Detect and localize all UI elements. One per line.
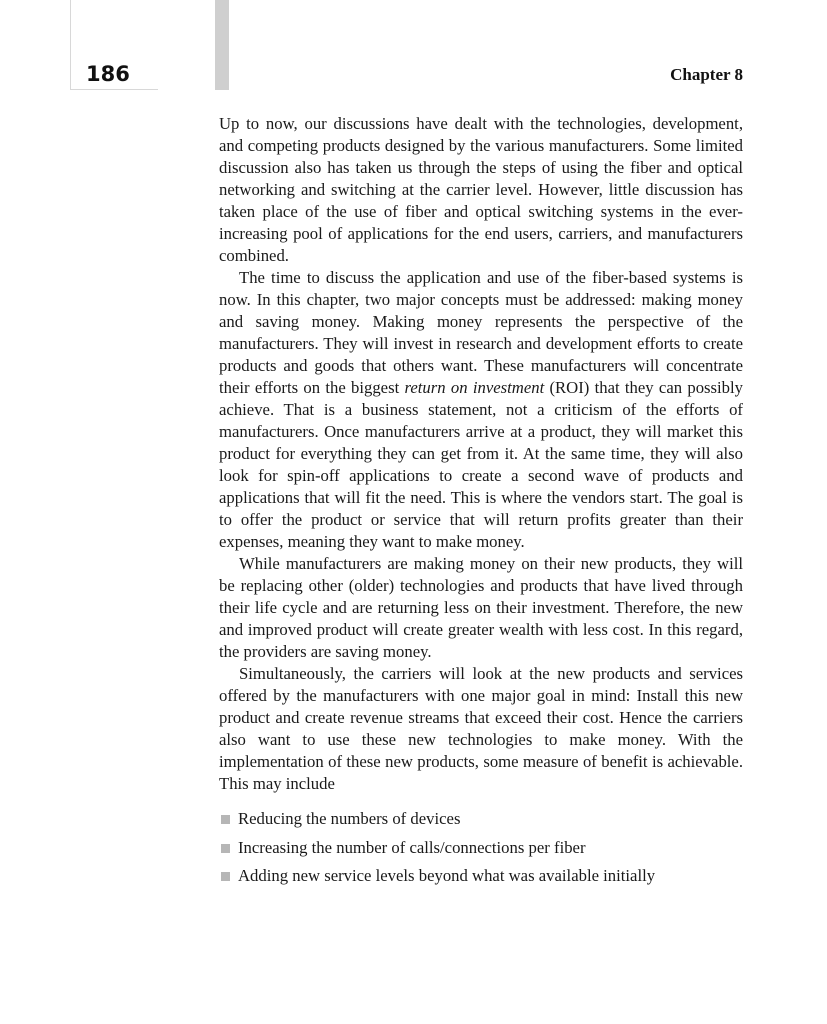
paragraph-2-text-end: (ROI) that they can possibly achieve. That is a business statement, not a criticism of the efforts of manufacturers. Once manufacturers arrive at a product, they will market this product for everything they can get from it. At the same time, they will also look for spin-off applications to create a second wave of products and applications that will fit the need. This is where the vendors start. The goal is to offer the product or service that will return profits greater than their expenses, meaning they want to make money. xyxy=(219,378,743,551)
paragraph-3-text: While manufacturers are making money on their new products, they will be replacing other (older) technologies and products that have lived through their life cycle and are returning less on their investment. Therefore, the new and improved product will create greater wealth with less cost. In this regard, the providers are saving money. xyxy=(219,554,743,661)
paragraph-1 xyxy=(219,113,743,267)
list-item-text: Adding new service levels beyond what was available initially xyxy=(238,866,656,885)
paragraph-2-text-start: The time to discuss the application and use of the fiber-based systems is now. In this chapter, two major concepts must be addressed: making money and saving money. Making money represents the perspective of the manufacturers. They will invest in research and development efforts to create products and goods that others want. These manufacturers will concentrate their efforts on the biggest xyxy=(219,268,743,397)
body-text xyxy=(219,113,743,891)
list-item-text: Increasing the number of calls/connections per fiber xyxy=(238,837,586,857)
paragraph-1-text: Up to now, our discussions have dealt with the technologies, development, and competing products designed by the various manufacturers. Some limited discussion also has taken us through the steps of using the fiber and optical networking and switching at the carrier level. However, little discussion has taken place of the use of fiber and optical switching systems in the ever-increasing pool of applications for the end users, carriers, and manufacturers combined. xyxy=(219,114,743,265)
square-bullet-icon xyxy=(221,872,230,881)
list-item-text: Reducing the numbers of devices xyxy=(238,809,461,828)
list-item xyxy=(219,862,743,891)
paragraph-3 xyxy=(219,553,743,663)
chapter-title: Chapter 8 xyxy=(670,65,743,84)
square-bullet-icon xyxy=(221,815,230,824)
tab-accent-bar xyxy=(215,0,229,90)
roi-term: return on investment xyxy=(404,378,545,397)
benefits-list xyxy=(219,805,743,891)
list-item xyxy=(219,805,743,834)
list-item xyxy=(219,834,743,863)
paragraph-4 xyxy=(219,663,743,795)
square-bullet-icon xyxy=(221,844,230,853)
paragraph-4-text: Simultaneously, the carriers will look at the new products and services offered by the manufacturers with one major goal in mind: Install this new product and create revenue streams that exceed their cost. Hence the carriers also want to use these new technologies to make money. With the implementation of these new products, some measure of benefit is achievable. This may include xyxy=(219,664,743,793)
paragraph-2 xyxy=(219,267,743,553)
page-number: 186 xyxy=(86,62,130,86)
